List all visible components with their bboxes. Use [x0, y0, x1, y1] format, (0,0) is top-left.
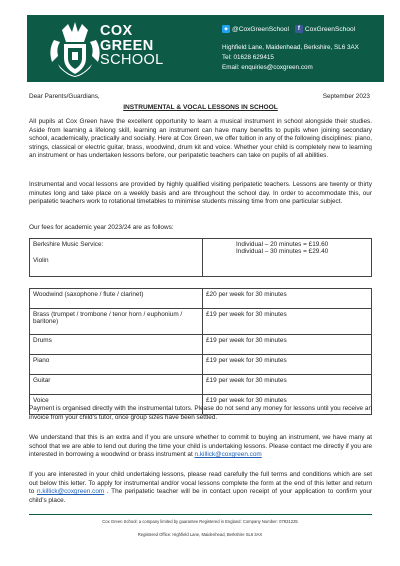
greeting-row [29, 93, 372, 100]
school-name [100, 24, 164, 68]
berkshire-fees-table [29, 238, 372, 277]
table-row [30, 355, 372, 375]
letterhead-banner [27, 15, 384, 82]
paragraph-intro: All pupils at Cox Green have the excellent opportunity to learn a musical instrument in school alongside their studies. Aside from learning a lifelong skill, learning an instrument can have many benefits to pupils when joining secondary school, academically, practically and socially. Here at Cox Green, we offer tuition in any of the following disciplines: piano, strings, classical or electric guitar, brass, woodwind, drum kit and voice. Whether your child is completely new to learning an instrument or has undertaken lessons before, our peripatetic teachers can take on pupils of all abilities. [29, 118, 372, 159]
telephone: Tel: 01628 629415 [222, 53, 274, 61]
table-row [30, 309, 372, 335]
facebook-handle[interactable]: CoxGreenSchool [304, 25, 356, 33]
table-row [30, 335, 372, 355]
footer-divider [29, 514, 372, 515]
twitter-handle[interactable]: @CoxGreenSchool [232, 25, 289, 33]
salutation: Dear Parents/Guardians, [29, 93, 100, 100]
crest-logo [44, 20, 106, 78]
table-row [30, 289, 372, 309]
fee-instrument: Brass (trumpet / trombone / tenor horn / euphonium / baritone) [30, 309, 203, 335]
email[interactable]: Email: enquiries@coxgreen.com [222, 63, 313, 71]
fee-instrument: Woodwind (saxophone / flute / clarinet) [30, 289, 203, 309]
berkshire-instrument: Violin [33, 257, 49, 264]
address: Highfield Lane, Maidenhead, Berkshire, SL6 3AX [222, 44, 359, 51]
table-row [30, 239, 372, 277]
fee-instrument: Piano [30, 355, 203, 375]
fee-price: £19 per week for 30 minutes [203, 309, 372, 335]
school-name-line2: GREEN [100, 37, 154, 54]
footer-registered-office: Registered Office: Highfield Lane, Maidenhead, Berkshire SL6 3AX [137, 532, 263, 537]
fee-instrument: Voice [30, 395, 203, 415]
berkshire-service-label: Berkshire Music Service: [33, 241, 104, 248]
twitter-icon: ✦ [223, 26, 229, 33]
paragraph-instrument-loan [29, 434, 372, 460]
email-link[interactable]: n.killick@coxgreen.com [36, 488, 105, 495]
fee-price: £20 per week for 30 minutes [203, 289, 372, 309]
loan-text: We understand that this is an extra and if you are unsure whether to commit to buying an instrument, we have many at school that we are able to lend out during the time your child is undertaking lessons. Please contact me directly if you are interested in borrowing a woodwind or brass instrument at [29, 434, 372, 458]
table-cell [30, 239, 203, 277]
paragraph-fees-intro: Our fees for academic year 2023/24 are as follows: [29, 224, 174, 231]
email-link[interactable]: n.killick@coxgreen.com [194, 451, 262, 458]
fee-price: £19 per week for 30 minutes [203, 395, 372, 415]
contact-details [222, 43, 359, 72]
school-name-line3: SCHOOL [100, 52, 164, 68]
apply-text: If you are interested in your child undertaking lessons, please read carefully the full terms and conditions which are set out below this letter. To apply for instrumental and/or vocal lessons complete the form at the end of this letter and return to [29, 471, 372, 495]
instrument-fees-table [29, 288, 372, 415]
fee-price: £19 per week for 30 minutes [203, 355, 372, 375]
fee-price: £19 per week for 30 minutes [203, 375, 372, 395]
table-row [30, 375, 372, 395]
footer-company-info: Cox Green School: a company limited by guarantee Registered in England: Company Number: 07831225 [102, 519, 298, 524]
fee-instrument: Guitar [30, 375, 203, 395]
berkshire-price-20: Individual – 20 minutes = £19.60 [236, 241, 329, 248]
paragraph-lessons: Instrumental and vocal lessons are provided by highly qualified visiting peripatetic teachers. Lessons are twenty or thirty minutes long and take place on a weekly basis and are throughout the school day. In order to accommodate this, our peripatetic teachers work to rotational timetables to minimise students missing time from one particular subject. [29, 181, 372, 205]
social-links [222, 25, 355, 33]
apply-text-end: . The peripatetic teacher will be in contact upon receipt of your application to confirm your child’s place. [29, 488, 372, 504]
paragraph-apply [29, 471, 372, 505]
letter-title: INSTRUMENTAL & VOCAL LESSONS IN SCHOOL [123, 104, 278, 111]
paragraph-payment: Payment is organised directly with the instrumental tutors. Please do not send any money for lessons until you receive an invoice from your child’s tutor, once group sizes have been settled. [29, 405, 372, 421]
fee-instrument: Drums [30, 335, 203, 355]
table-cell [203, 239, 372, 277]
school-name-line1: COX [100, 23, 133, 39]
facebook-icon: f [295, 25, 303, 33]
letter-date: September 2023 [322, 93, 370, 100]
fee-price: £19 per week for 30 minutes [203, 335, 372, 355]
berkshire-price-30: Individual – 30 minutes = £29.40 [236, 248, 329, 255]
